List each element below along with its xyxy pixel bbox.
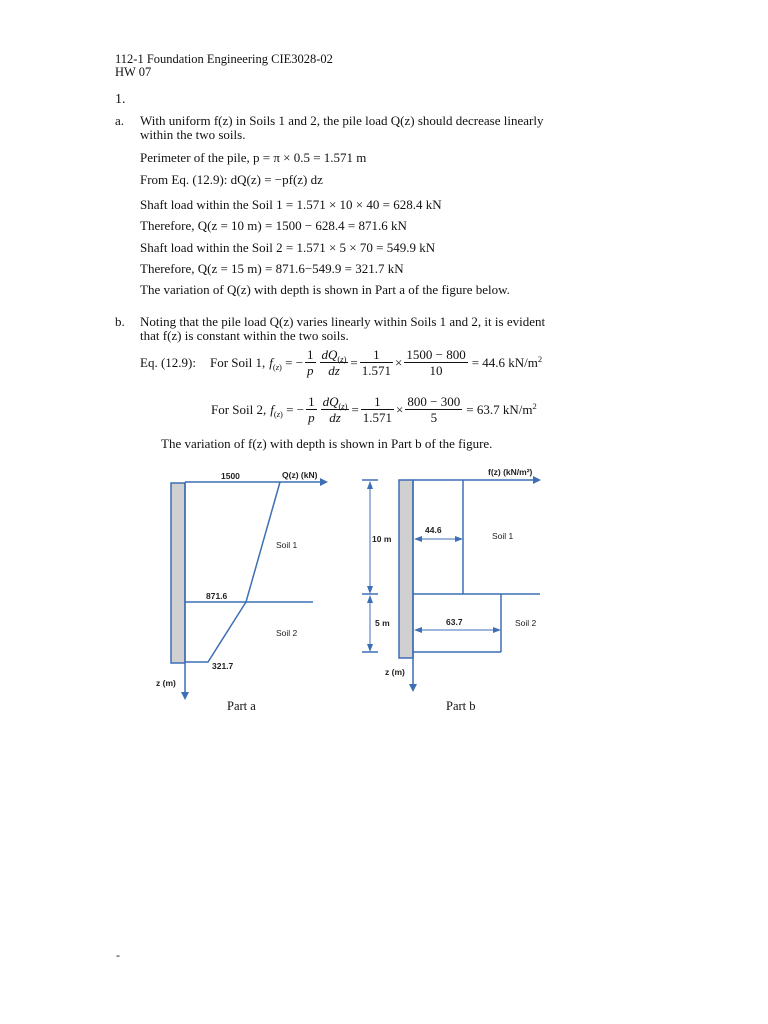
part-a-diagram [156,470,328,713]
frac-dq-dz-2: $\frac{dQ_{(z)}}{dz}$ [322,394,348,425]
label-soil1-b: Soil 1 [492,531,514,541]
label-321: 321.7 [212,661,234,671]
label-63-7: 63.7 [446,617,463,627]
load-curve [185,482,280,662]
label-soil2-a: Soil 2 [276,628,298,638]
variation-a-line: The variation of Q(z) with depth is shown in Part a of the figure below. [140,282,510,297]
label-fz-axis: f(z) (kN/m²) [488,467,533,477]
dim-63-7-arrow-left [414,627,422,633]
soil1-eq-label: For Soil 1, [209,355,266,370]
part-b-label: b. [115,314,125,329]
arrow-down-a [181,692,189,700]
part-b-intro-line2: that f(z) is constant within the two soils. [140,328,349,343]
footer-mark: - [116,948,120,962]
dim-44-6-arrow-right [455,536,463,542]
therefore-line1: Therefore, Q(z = 10 m) = 1500 − 628.4 = 871.6 kN [140,218,407,233]
depth-5m-arrow-up [367,595,373,603]
dim-63-7-arrow-right [493,627,501,633]
part-a-intro-line1: With uniform f(z) in Soils 1 and 2, the pile load Q(z) should decrease linearly [140,113,544,128]
frac-1-over-perimeter-2: $\frac{1}{1.571}$ [362,394,393,425]
eq-ref: Eq. (12.9): [140,355,196,370]
frac-1-over-p-2: $\frac{1}{p}$ [308,394,315,425]
soil2-eq-label: For Soil 2, [211,402,267,417]
frac-load-difference-soil2: $\frac{800 - 300}{5}$ [407,394,461,425]
depth-10m-arrow-up [367,481,373,489]
depth-5m-arrow-down [367,644,373,652]
depth-10m-arrow-down [367,586,373,594]
label-871: 871.6 [206,591,228,601]
label-z-a: z (m) [156,678,176,688]
soil1-result: = 44.6 kN/m [471,355,538,370]
dim-44-6-arrow-left [414,536,422,542]
label-z-b: z (m) [385,667,405,677]
problem-number: 1. [115,92,126,107]
frac-1-over-p: $\frac{1}{p}$ [307,347,314,378]
label-soil2-b: Soil 2 [515,618,537,628]
frac-dq-dz: $\frac{dQ_{(z)}}{dz}$ [321,347,347,378]
label-44-6: 44.6 [425,525,442,535]
label-5m: 5 m [375,618,390,628]
caption-part-b: Part b [446,699,476,713]
part-a-label: a. [115,113,125,128]
frac-load-difference-soil1: $\frac{1500 - 800}{10}$ [406,347,466,378]
frac-1-over-perimeter: $\frac{1}{1.571}$ [361,347,392,378]
arrow-right-a [320,478,328,486]
from-eq-line: From Eq. (12.9): dQ(z) = −pf(z) dz [140,172,323,187]
soil2-result: = 63.7 kN/m [466,402,533,417]
course-title: 112-1 Foundation Engineering CIE3028-02 [115,52,333,66]
pile-b [399,480,413,658]
therefore-line2: Therefore, Q(z = 15 m) = 871.6−549.9 = 321.7 kN [140,261,404,276]
perimeter-line: Perimeter of the pile, p = π × 0.5 = 1.571 m [140,150,367,165]
arrow-down-b [409,684,417,692]
part-b-diagram [362,467,541,713]
equation-soil2: For Soil 2, $f_{(z)}$ = − $\frac{1}{p}$ $\frac{dQ_{(z)}}{dz}$ = $\frac{1}{1.571}$ × $\frac{800 - 300}{5}$ = 63.7 $kN/m^2$ [211,394,537,425]
variation-b-line: The variation of f(z) with depth is shown in Part b of the figure. [161,436,493,451]
shaft-soil2-line: Shaft load within the Soil 2 = 1.571 × 5 × 70 = 549.9 kN [140,240,436,255]
pile-a [171,483,185,663]
label-1500: 1500 [221,471,240,481]
label-qz-axis: Q(z) (kN) [282,470,318,480]
homework-label: HW 07 [115,65,152,79]
part-a-intro-line2: within the two soils. [140,127,246,142]
part-b-intro-line1: Noting that the pile load Q(z) varies linearly within Soils 1 and 2, it is evident [140,314,546,329]
shaft-soil1-line: Shaft load within the Soil 1 = 1.571 × 10 × 40 = 628.4 kN [140,197,442,212]
label-10m: 10 m [372,534,392,544]
label-soil1-a: Soil 1 [276,540,298,550]
arrow-right-b [533,476,541,484]
caption-part-a: Part a [227,699,256,713]
equation-soil1: Eq. (12.9): For Soil 1, $f_{(z)}$ = − $\frac{1}{p}$ $\frac{dQ_{(z)}}{dz}$ = $\frac{1}{1.571}$ × $\frac{1500 - 800}{10}$ = 44.6 $kN/m^2$ [140,347,543,378]
